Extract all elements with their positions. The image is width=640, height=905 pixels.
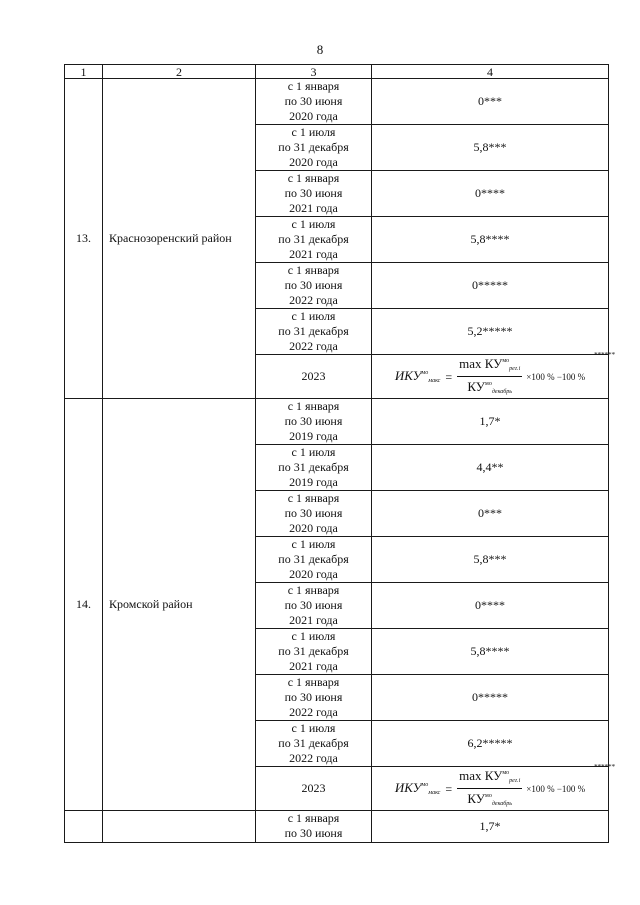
value-cell: 5,8**** bbox=[372, 629, 609, 675]
period-line: с 1 июля bbox=[291, 537, 336, 551]
tariff-index-table bbox=[64, 64, 616, 843]
period-line: 2022 года bbox=[289, 293, 338, 307]
footnote-stars: ****** bbox=[594, 763, 616, 771]
period-line: по 30 июня bbox=[284, 414, 343, 428]
period-line: 2019 года bbox=[289, 429, 338, 443]
region-name-cell: Краснозоренский район bbox=[103, 79, 256, 399]
period-line: с 1 января bbox=[287, 263, 340, 277]
period-line: 2021 года bbox=[289, 201, 338, 215]
period-cell bbox=[256, 217, 372, 263]
value-cell: 5,2***** bbox=[372, 309, 609, 355]
period-line: с 1 июля bbox=[291, 217, 336, 231]
value-cell: 5,8*** bbox=[372, 125, 609, 171]
period-line: с 1 января bbox=[287, 171, 340, 185]
value-cell: 6,2***** bbox=[372, 721, 609, 767]
period-line: с 1 января bbox=[287, 583, 340, 597]
value-cell: 1,7* bbox=[372, 399, 609, 445]
period-line: с 1 января bbox=[287, 675, 340, 689]
period-cell bbox=[256, 721, 372, 767]
period-line: по 30 июня bbox=[284, 278, 343, 292]
period-line: с 1 января bbox=[287, 399, 340, 413]
period-cell bbox=[256, 629, 372, 675]
period-line: по 31 декабря bbox=[278, 644, 349, 658]
table-row bbox=[65, 399, 609, 445]
formula-cell bbox=[372, 763, 616, 811]
period-cell bbox=[256, 79, 372, 125]
period-cell bbox=[256, 263, 372, 309]
year-cell: 2023 bbox=[256, 355, 372, 399]
period-cell bbox=[256, 811, 372, 843]
period-cell bbox=[256, 583, 372, 629]
period-line: 2020 года bbox=[289, 521, 338, 535]
period-cell bbox=[256, 171, 372, 217]
period-line: по 30 июня bbox=[284, 186, 343, 200]
value-cell: 0***** bbox=[372, 263, 609, 309]
period-line: с 1 июля bbox=[291, 309, 336, 323]
formula-equals: = bbox=[445, 781, 453, 796]
period-line: с 1 января bbox=[287, 811, 340, 825]
value-cell: 0*** bbox=[372, 491, 609, 537]
period-line: с 1 июля bbox=[291, 629, 336, 643]
period-line: 2021 года bbox=[289, 247, 338, 261]
period-line: по 31 декабря bbox=[278, 552, 349, 566]
column-header: 4 bbox=[372, 65, 609, 79]
page-number: 8 bbox=[316, 42, 324, 57]
footnote-stars: ****** bbox=[594, 351, 616, 359]
period-line: 2019 года bbox=[289, 475, 338, 489]
period-line: 2022 года bbox=[289, 751, 338, 765]
table-row bbox=[65, 811, 609, 843]
formula-numerator: $\max КУ^{мо}_{рег.i}$ bbox=[457, 767, 522, 789]
row-number-cell: 14. bbox=[65, 399, 103, 811]
column-header: 3 bbox=[256, 65, 372, 79]
index-formula bbox=[394, 763, 616, 810]
formula-lhs: $ИКУ^{мо}_{макс}$ bbox=[394, 779, 441, 796]
period-cell bbox=[256, 399, 372, 445]
period-line: по 30 июня bbox=[284, 94, 343, 108]
value-cell: 0***** bbox=[372, 675, 609, 721]
value-cell: 0**** bbox=[372, 583, 609, 629]
period-line: по 31 декабря bbox=[278, 460, 349, 474]
period-line: 2022 года bbox=[289, 705, 338, 719]
period-cell bbox=[256, 309, 372, 355]
period-cell bbox=[256, 675, 372, 721]
period-line: 2021 года bbox=[289, 613, 338, 627]
period-line: по 31 декабря bbox=[278, 140, 349, 154]
index-formula bbox=[394, 351, 616, 398]
formula-cell bbox=[372, 351, 616, 399]
formula-denominator: $КУ^{мо}_{декабрь}$ bbox=[467, 379, 512, 395]
period-line: с 1 июля bbox=[291, 445, 336, 459]
formula-equals: = bbox=[445, 369, 453, 384]
period-cell bbox=[256, 491, 372, 537]
value-cell: 0*** bbox=[372, 79, 609, 125]
period-cell bbox=[256, 445, 372, 491]
period-line: 2020 года bbox=[289, 567, 338, 581]
period-cell bbox=[256, 125, 372, 171]
period-line: с 1 января bbox=[287, 79, 340, 93]
value-cell: 5,8**** bbox=[372, 217, 609, 263]
period-line: с 1 января bbox=[287, 491, 340, 505]
period-line: 2020 года bbox=[289, 155, 338, 169]
period-line: по 30 июня bbox=[284, 826, 343, 840]
formula-fraction bbox=[457, 767, 522, 810]
region-name-cell bbox=[103, 811, 256, 843]
value-cell: 5,8*** bbox=[372, 537, 609, 583]
value-cell: 4,4** bbox=[372, 445, 609, 491]
period-cell bbox=[256, 537, 372, 583]
formula-tail: ×100 % −100 % bbox=[526, 371, 586, 382]
value-cell: 0**** bbox=[372, 171, 609, 217]
formula-tail: ×100 % −100 % bbox=[526, 783, 586, 794]
row-number-cell: 13. bbox=[65, 79, 103, 399]
value-cell: 1,7* bbox=[372, 811, 609, 843]
period-line: 2021 года bbox=[289, 659, 338, 673]
formula-lhs: $ИКУ^{мо}_{макс}$ bbox=[394, 367, 441, 384]
period-line: 2020 года bbox=[289, 109, 338, 123]
formula-fraction bbox=[457, 355, 522, 398]
period-line: с 1 июля bbox=[291, 721, 336, 735]
period-line: с 1 июля bbox=[291, 125, 336, 139]
formula-denominator: $КУ^{мо}_{декабрь}$ bbox=[467, 791, 512, 807]
formula-numerator: $\max КУ^{мо}_{рег.i}$ bbox=[457, 355, 522, 377]
column-header: 2 bbox=[103, 65, 256, 79]
column-header: 1 bbox=[65, 65, 103, 79]
table-header-row bbox=[65, 65, 609, 79]
period-line: по 31 декабря bbox=[278, 324, 349, 338]
row-number-cell bbox=[65, 811, 103, 843]
period-line: по 30 июня bbox=[284, 598, 343, 612]
year-cell: 2023 bbox=[256, 767, 372, 811]
table-row bbox=[65, 79, 609, 125]
period-line: по 31 декабря bbox=[278, 232, 349, 246]
period-line: по 31 декабря bbox=[278, 736, 349, 750]
period-line: 2022 года bbox=[289, 339, 338, 353]
region-name-cell: Кромской район bbox=[103, 399, 256, 811]
period-line: по 30 июня bbox=[284, 506, 343, 520]
period-line: по 30 июня bbox=[284, 690, 343, 704]
